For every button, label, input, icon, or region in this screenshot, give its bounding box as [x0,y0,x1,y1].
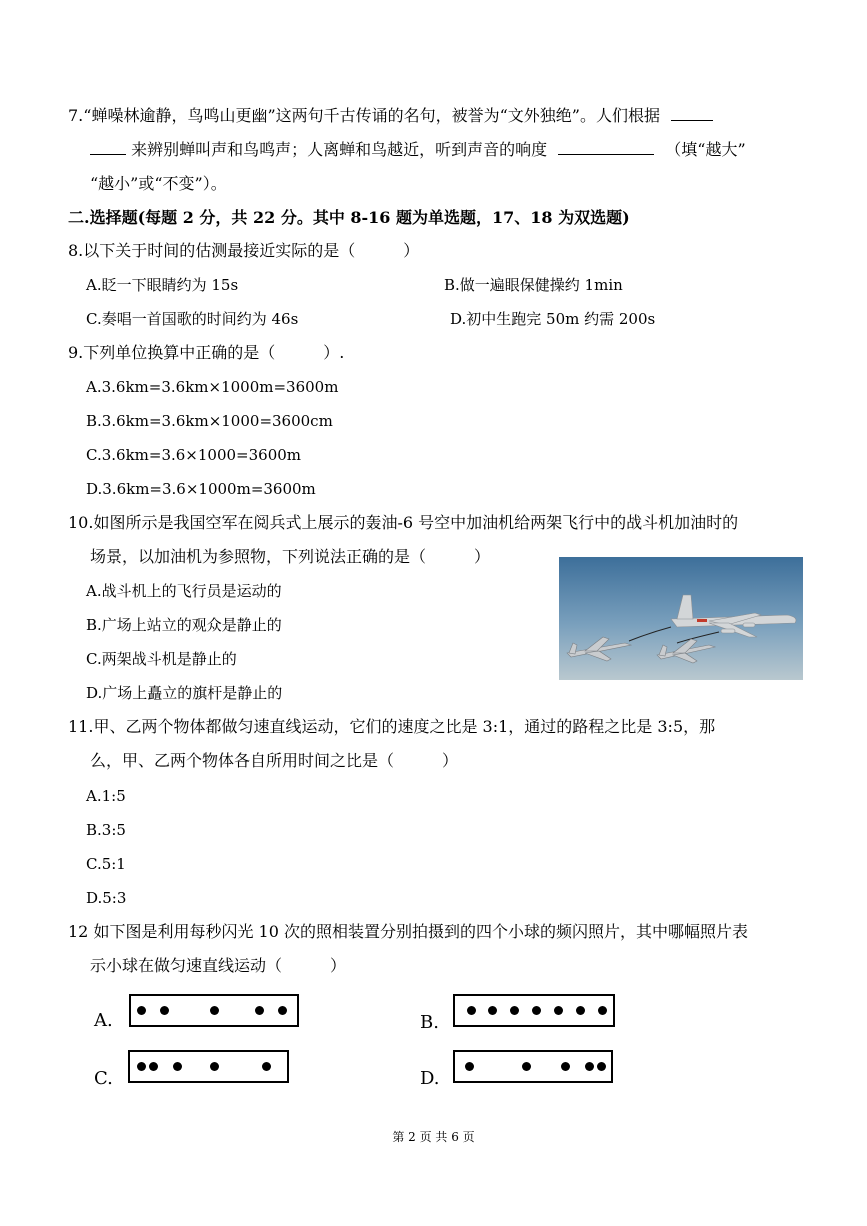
q7-line1 [68,106,713,126]
q11-option-c[interactable]: C.5:1 [86,855,126,873]
page-footer: 第 2 页 共 6 页 [392,1130,475,1144]
q12-strip-a[interactable] [129,994,299,1027]
q12-option-b-label[interactable]: B. [420,1012,439,1033]
q7-text-1: 7.“蝉噪林逾静，鸟鸣山更幽”这两句千古传诵的名句，被誉为“文外独绝”。人们根据 [68,106,660,125]
ball-dot [561,1062,570,1071]
ball-dot [554,1006,563,1015]
q8-option-b[interactable]: B.做一遍眼保健操约 1min [444,276,623,294]
ball-dot [576,1006,585,1015]
ball-dot [149,1062,158,1071]
q12-stem-line1: 12 如下图是利用每秒闪光 10 次的照相装置分别拍摄到的四个小球的频闪照片，其中哪幅照片表 [68,922,748,941]
q12-option-a-label[interactable]: A. [94,1010,113,1031]
q8-option-c[interactable]: C.奏唱一首国歌的时间约为 46s [86,310,299,328]
ball-dot [137,1062,146,1071]
ball-dot [278,1006,287,1015]
ball-dot [210,1062,219,1071]
q11-option-d[interactable]: D.5:3 [86,889,127,907]
ball-dot [137,1006,146,1015]
refueling-photo-image [559,557,803,680]
ball-dot [210,1006,219,1015]
q8-option-d[interactable]: D.初中生跑完 50m 约需 200s [450,310,656,328]
q10-option-b[interactable]: B.广场上站立的观众是静止的 [86,616,282,634]
q11-option-b[interactable]: B.3:5 [86,821,126,839]
refueling-photo [559,557,803,680]
q12-strip-c[interactable] [128,1050,289,1083]
q10-option-a[interactable]: A.战斗机上的飞行员是运动的 [86,582,282,600]
ball-dot [465,1062,474,1071]
q7-line3: “越小”或“不变”）。 [90,174,227,193]
q12-option-d-label[interactable]: D. [420,1068,440,1089]
q9-option-a[interactable]: A.3.6km=3.6km×1000m=3600m [86,378,339,396]
ball-dot [532,1006,541,1015]
ball-dot [488,1006,497,1015]
q7-line2 [90,140,746,160]
q11-stem-line1: 11.甲、乙两个物体都做匀速直线运动，它们的速度之比是 3:1，通过的路程之比是 3:5，那 [68,717,716,736]
ball-dot [255,1006,264,1015]
ball-dot [522,1062,531,1071]
q9-option-d[interactable]: D.3.6km=3.6×1000m=3600m [86,480,316,498]
q11-option-a[interactable]: A.1:5 [86,787,126,805]
q10-stem-line1: 10.如图所示是我国空军在阅兵式上展示的轰油-6 号空中加油机给两架飞行中的战斗机加油时的 [68,513,739,532]
ball-dot [510,1006,519,1015]
q12-option-c-label[interactable]: C. [94,1068,113,1089]
q10-option-c[interactable]: C.两架战斗机是静止的 [86,650,237,668]
q7-blank-1-cont[interactable] [90,140,126,155]
q7-text-3: （填“越大” [665,140,746,159]
ball-dot [598,1006,607,1015]
q8-stem: 8.以下关于时间的估测最接近实际的是（ ） [68,241,420,260]
q7-text-2: 来辨别蝉叫声和鸟鸣声；人离蝉和鸟越近，听到声音的响度 [131,140,548,159]
q9-stem: 9.下列单位换算中正确的是（ ）. [68,343,345,362]
q9-option-b[interactable]: B.3.6km=3.6km×1000=3600cm [86,412,333,430]
q9-option-c[interactable]: C.3.6km=3.6×1000=3600m [86,446,302,464]
ball-dot [173,1062,182,1071]
q10-option-d[interactable]: D.广场上矗立的旗杆是静止的 [86,684,283,702]
ball-dot [160,1006,169,1015]
q12-strip-d[interactable] [453,1050,613,1083]
q12-strip-b[interactable] [453,994,615,1027]
section-heading: 二.选择题(每题 2 分，共 22 分。其中 8-16 题为单选题，17、18 为双选题) [68,208,630,227]
ball-dot [585,1062,594,1071]
q11-stem-line2: 么，甲、乙两个物体各自所用时间之比是（ ） [90,751,459,770]
q10-stem-line2: 场景，以加油机为参照物，下列说法正确的是（ ） [90,547,491,566]
q7-blank-2[interactable] [558,140,654,155]
q12-stem-line2: 示小球在做匀速直线运动（ ） [90,956,347,975]
ball-dot [467,1006,476,1015]
ball-dot [597,1062,606,1071]
q7-blank-1[interactable] [671,106,713,121]
ball-dot [262,1062,271,1071]
q8-option-a[interactable]: A.眨一下眼睛约为 15s [86,276,239,294]
